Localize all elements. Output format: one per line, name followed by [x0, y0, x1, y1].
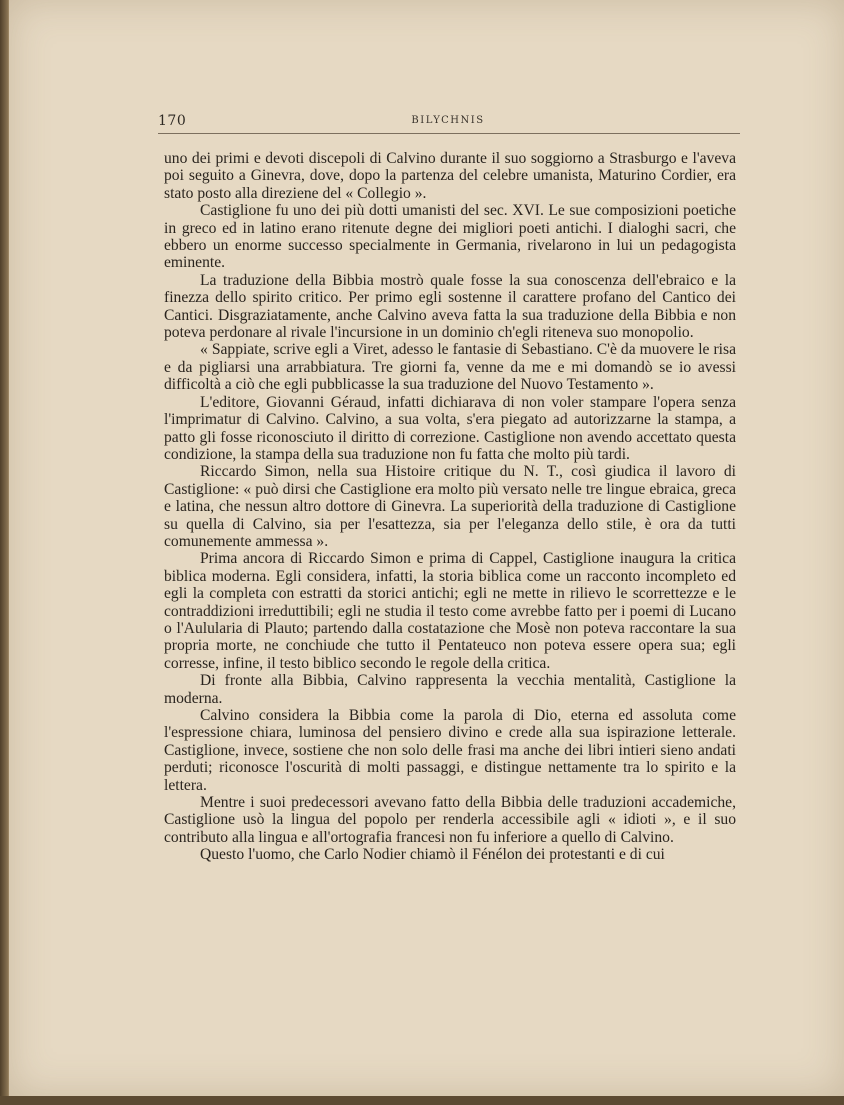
- paragraph: Riccardo Simon, nella sua Histoire critique du N. T., così giudica il lavoro di Castiglione: « può dirsi che Castiglione era molto più versato nelle tre lingue ebraica, greca e latina, che nessun altro dottore di Ginevra. La superiorità della traduzione di Castiglione su quella di Calvino, sia per l'esattezza, sia per l'eleganza dello stile, è ora da tutti comunemente ammessa ».: [164, 463, 736, 550]
- paragraph: Calvino considera la Bibbia come la parola di Dio, eterna ed assoluta come l'espressione chiara, luminosa del pensiero divino e crede alla sua ispirazione letterale. Castiglione, invece, sostiene che non solo delle frasi ma anche dei libri intieri sieno andati perduti; riconosce l'oscurità di molti passaggi, e distingue nettamente tra lo spirito e la lettera.: [164, 707, 736, 794]
- paragraph: Mentre i suoi predecessori avevano fatto della Bibbia delle traduzioni accademiche, Castiglione usò la lingua del popolo per renderla accessibile agli « idioti », e il suo contributo alla lingua e all'ortografia francesi non fu inferiore a quello di Calvino.: [164, 794, 736, 846]
- book-spine-edge: [0, 0, 8, 1105]
- paragraph: Di fronte alla Bibbia, Calvino rappresenta la vecchia mentalità, Castiglione la moderna.: [164, 672, 736, 707]
- paragraph: Prima ancora di Riccardo Simon e prima di Cappel, Castiglione inaugura la critica biblica moderna. Egli considera, infatti, la storia biblica come un racconto incompleto ed egli la completa con estratti da storici antichi; egli ne mette in rilievo le scorrettezze e le contraddizioni irreduttibili; egli ne studia il testo come avrebbe fatto per i poemi di Lucano o l'Aulularia di Plauto; partendo dalla costatazione che Mosè non poteva raccontare la sua propria morte, ne conchiude che tutto il Pentateuco non poteva essere opera sua; egli corresse, infine, il testo biblico secondo le regole della critica.: [164, 550, 736, 672]
- paragraph: La traduzione della Bibbia mostrò quale fosse la sua conoscenza dell'ebraico e la finezza dello spirito critico. Per primo egli sostenne il carattere profano del Cantico dei Cantici. Disgraziatamente, anche Calvino aveva fatta la sua traduzione della Bibbia e non poteva perdonare al rivale l'incursione in un dominio ch'egli riteneva suo monopolio.: [164, 271, 736, 342]
- running-title: BILYCHNIS: [411, 115, 485, 126]
- paragraph: « Sappiate, scrive egli a Viret, adesso le fantasie di Sebastiano. C'è da muovere le risa e da pigliarsi una arrabbiatura. Tre giorni fa, venne da me e mi domandò se io avessi difficoltà a ciò che egli pubblicasse la sua traduzione del Nuovo Testamento ».: [164, 341, 736, 394]
- header-rule: [158, 133, 740, 134]
- paragraph: Questo l'uomo, che Carlo Nodier chiamò il Fénélon dei protestanti e di cui: [200, 846, 665, 864]
- page-number: 170: [158, 113, 187, 129]
- paragraph: L'editore, Giovanni Géraud, infatti dichiarava di non voler stampare l'opera senza l'imprimatur di Calvino. Calvino, a sua volta, s'era piegato ad autorizzarne la stampa, a patto gli fosse riconosciuto il diritto di correzione. Castiglione non avendo accettato questa condizione, la stampa della sua traduzione non fu fatta che molto più tardi.: [164, 393, 736, 463]
- paragraph: Castiglione fu uno dei più dotti umanisti del sec. XVI. Le sue composizioni poetiche in greco ed in latino erano ritenute degne dei migliori poeti antichi. I dialoghi sacri, che ebbero un enorme successo specialmente in Germania, rivelarono in lui un pedagogista eminente.: [164, 202, 736, 272]
- body-text: [164, 150, 736, 864]
- paragraph: uno dei primi e devoti discepoli di Calvino durante il suo soggiorno a Strasburgo e l'aveva poi seguito a Ginevra, dove, dopo la partenza del celebre umanista, Maturino Cordier, era stato posto alla direziene del « Collegio ».: [164, 150, 736, 202]
- page-header: [158, 113, 738, 135]
- page-bottom-edge: [0, 1096, 844, 1105]
